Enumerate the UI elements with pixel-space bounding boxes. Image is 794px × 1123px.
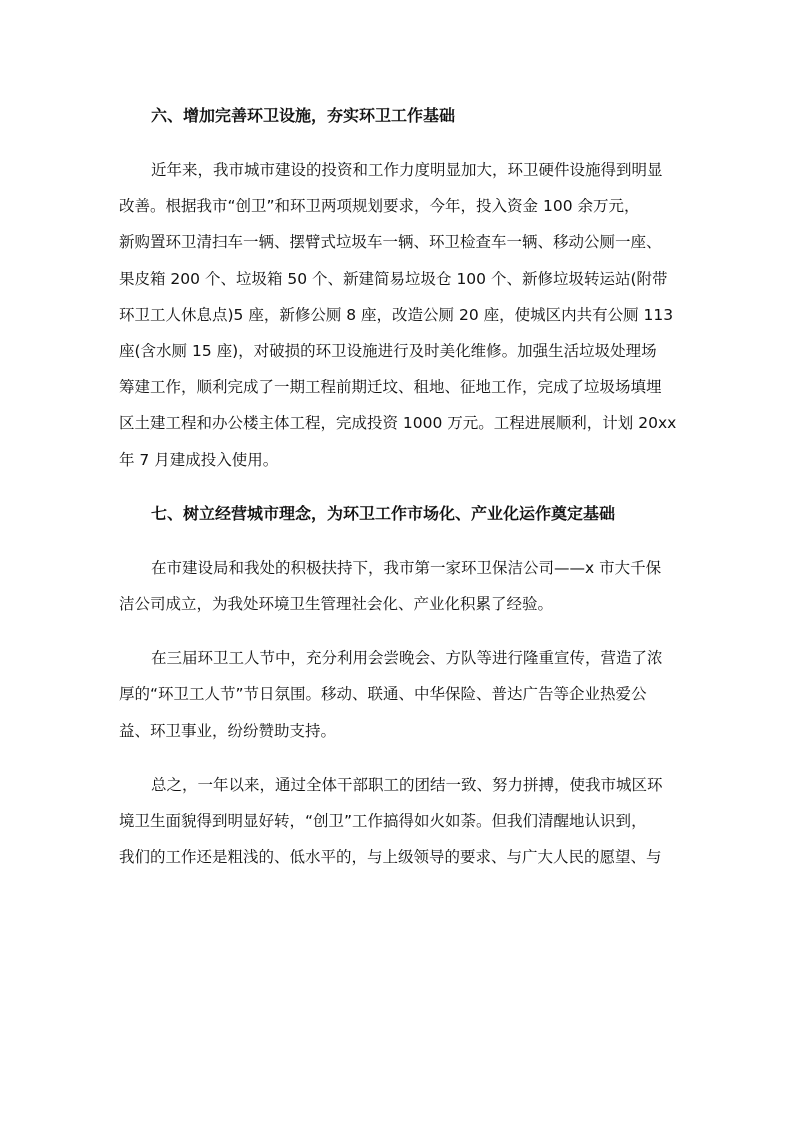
paragraph-line: 在三届环卫工人节中，充分利用会尝晚会、方队等进行隆重宣传，营造了浓	[151, 649, 663, 668]
paragraph-festival	[119, 640, 679, 749]
section-heading-6: 六、增加完善环卫设施，夯实环卫工作基础	[151, 106, 456, 125]
document-body	[119, 98, 679, 875]
paragraph-company	[119, 550, 679, 622]
paragraph-line: 年 7 月建成投入使用。	[119, 450, 279, 469]
paragraph-line: 筹建工作，顺利完成了一期工程前期迁坟、租地、征地工作，完成了垃圾场填埋	[119, 378, 662, 397]
paragraph-line: 座(含水厕 15 座)，对破损的环卫设施进行及时美化维修。加强生活垃圾处理场	[119, 342, 657, 361]
paragraph-summary	[119, 767, 679, 876]
paragraph-line: 境卫生面貌得到明显好转，“创卫”工作搞得如火如荼。但我们清醒地认识到，	[119, 812, 647, 831]
paragraph-line: 益、环卫事业，纷纷赞助支持。	[119, 721, 337, 740]
paragraph-line: 厚的“环卫工人节”节日氛围。移动、联通、中华保险、普达广告等企业热爱公	[119, 685, 647, 704]
paragraph-line: 洁公司成立，为我处环境卫生管理社会化、产业化积累了经验。	[119, 595, 554, 614]
paragraph-line: 总之，一年以来，通过全体干部职工的团结一致、努力拼搏，使我市城区环	[151, 775, 663, 794]
paragraph-facilities	[119, 152, 679, 478]
paragraph-line: 区土建工程和办公楼主体工程，完成投资 1000 万元。工程进展顺利，计划 20xx	[119, 414, 677, 433]
paragraph-line: 果皮箱 200 个、垃圾箱 50 个、新建简易垃圾仓 100 个、新修垃圾转运站(附带	[119, 269, 668, 288]
section-heading-7: 七、树立经营城市理念，为环卫工作市场化、产业化运作奠定基础	[151, 503, 616, 523]
paragraph-line: 改善。根据我市“创卫”和环卫两项规划要求，今年，投入资金 100 余万元，	[119, 197, 640, 216]
paragraph-line: 新购置环卫清扫车一辆、摆臂式垃圾车一辆、环卫检查车一辆、移动公厕一座、	[119, 233, 662, 252]
paragraph-line: 在市建设局和我处的积极扶持下，我市第一家环卫保洁公司——x 市大千保	[151, 558, 662, 577]
paragraph-line: 环卫工人休息点)5 座，新修公厕 8 座，改造公厕 20 座，使城区内共有公厕 113	[119, 305, 674, 324]
paragraph-line: 我们的工作还是粗浅的、低水平的，与上级领导的要求、与广大人民的愿望、与	[119, 848, 662, 867]
paragraph-line: 近年来，我市城市建设的投资和工作力度明显加大，环卫硬件设施得到明显	[151, 161, 663, 179]
